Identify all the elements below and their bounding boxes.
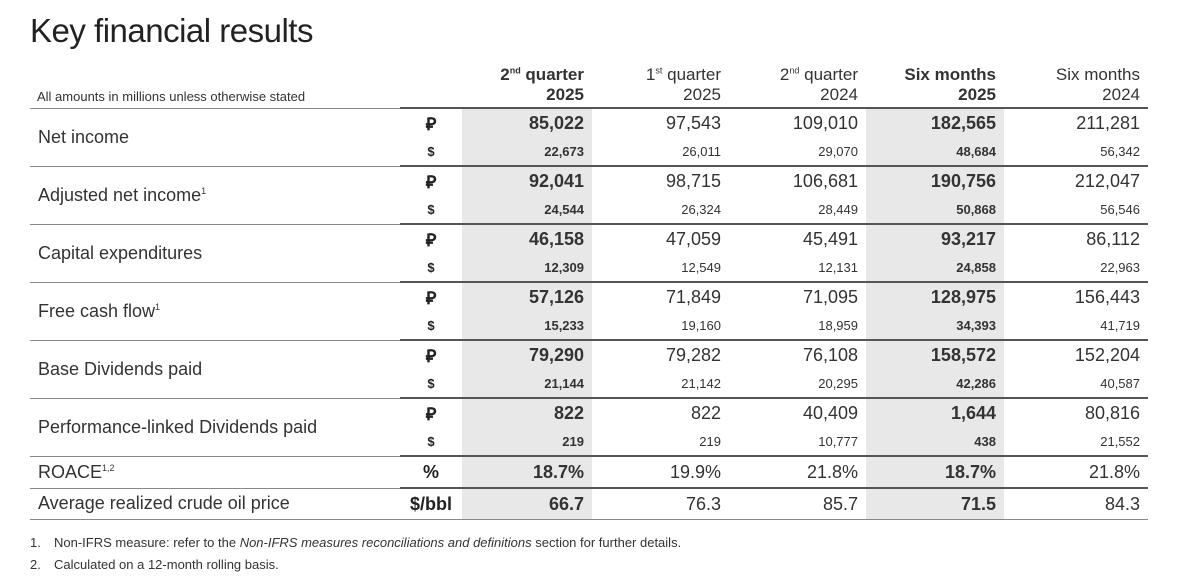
table-row [30, 166, 1148, 195]
value-cell: 97,543 [592, 108, 729, 137]
value-cell: 20,295 [818, 375, 858, 391]
value-cell: 57,126 [462, 282, 592, 311]
table-row [30, 340, 1148, 369]
row-label [30, 282, 400, 340]
row-label-text: Free cash flow [38, 300, 156, 321]
value-cell: 76,108 [729, 340, 866, 369]
value-cell: 47,059 [592, 224, 729, 253]
row-label-text: Base Dividends paid [38, 358, 203, 379]
unit-riyal: ⃁ [400, 282, 462, 311]
value-cell: 15,233 [462, 311, 592, 340]
row-label [30, 488, 400, 520]
value-cell: 109,010 [729, 108, 866, 137]
row-label-footnote: 1 [155, 301, 161, 312]
value-cell: 26,324 [681, 201, 721, 217]
table-row [30, 224, 1148, 253]
value-cell: 12,549 [681, 259, 721, 275]
row-label-text: Adjusted net income [38, 184, 202, 205]
table-row-roace [30, 456, 1148, 488]
value-cell: 18,959 [818, 317, 858, 333]
value-cell: 45,491 [729, 224, 866, 253]
unit-usd: $ [427, 433, 435, 449]
financial-results-table [30, 61, 1148, 520]
row-label [30, 224, 400, 282]
page-title: Key financial results [30, 12, 313, 49]
unit-riyal: ⃁ [400, 340, 462, 369]
footnote-2: 2. Calculated on a 12-month rolling basis. [30, 557, 279, 572]
unit-usd: $ [427, 317, 435, 333]
value-cell: 190,756 [866, 166, 1004, 195]
value-cell: 438 [866, 427, 1004, 456]
row-label-text: Average realized crude oil price [38, 493, 290, 514]
row-label-text: Net income [38, 126, 130, 147]
unit-riyal: ⃁ [400, 108, 462, 137]
value-cell: 12,309 [462, 253, 592, 282]
value-cell: 24,858 [866, 253, 1004, 282]
header-q1-2025: 1st quarter 2025 [592, 61, 729, 108]
value-cell: 21.8% [729, 456, 866, 488]
footnote-1: 1. Non-IFRS measure: refer to the Non-IFRS measures reconciliations and definitions section for further details. [30, 535, 682, 550]
value-cell: 98,715 [592, 166, 729, 195]
row-label [30, 166, 400, 224]
value-cell: 152,204 [1004, 340, 1148, 369]
value-cell: 219 [699, 433, 721, 449]
value-cell: 18.7% [462, 456, 592, 488]
value-cell: 84.3 [1004, 488, 1148, 520]
header-six-months-2024: Six months 2024 [1004, 61, 1148, 108]
value-cell: 56,546 [1100, 201, 1140, 217]
row-label-text: Performance-linked Dividends paid [38, 416, 318, 437]
value-cell: 158,572 [866, 340, 1004, 369]
unit-riyal: ⃁ [400, 398, 462, 427]
row-label-footnote: 1,2 [102, 462, 115, 473]
value-cell: 50,868 [866, 195, 1004, 224]
value-cell: 212,047 [1004, 166, 1148, 195]
header-q2-2024: 2nd quarter 2024 [729, 61, 866, 108]
header-q2-2025: 2nd quarter 2025 [462, 61, 592, 108]
value-cell: 12,131 [818, 259, 858, 275]
row-label-text: Capital expenditures [38, 242, 203, 263]
value-cell: 182,565 [866, 108, 1004, 137]
value-cell: 92,041 [462, 166, 592, 195]
value-cell: 56,342 [1100, 143, 1140, 159]
value-cell: 42,286 [866, 369, 1004, 398]
row-label [30, 398, 400, 456]
value-cell: 93,217 [866, 224, 1004, 253]
value-cell: 26,011 [682, 143, 721, 159]
value-cell: 211,281 [1004, 108, 1148, 137]
row-label-text: ROACE [38, 461, 103, 482]
table-row [30, 108, 1148, 137]
value-cell: 66.7 [462, 488, 592, 520]
units-note: All amounts in millions unless otherwise stated [37, 89, 306, 104]
footnotes [30, 532, 681, 576]
value-cell: 128,975 [866, 282, 1004, 311]
value-cell: 18.7% [866, 456, 1004, 488]
value-cell: 19.9% [592, 456, 729, 488]
value-cell: 71,095 [729, 282, 866, 311]
value-cell: 34,393 [866, 311, 1004, 340]
value-cell: 1,644 [866, 398, 1004, 427]
value-cell: 22,963 [1100, 259, 1140, 275]
value-cell: 106,681 [729, 166, 866, 195]
value-cell: 822 [592, 398, 729, 427]
value-cell: 85,022 [462, 108, 592, 137]
table-row-oil-price [30, 488, 1148, 520]
unit-usd: $ [427, 259, 435, 275]
value-cell: 29,070 [818, 143, 858, 159]
value-cell: 76.3 [592, 488, 729, 520]
unit-usd: $ [427, 143, 435, 159]
value-cell: 40,587 [1100, 375, 1140, 391]
unit-usd: $ [427, 375, 435, 391]
value-cell: 40,409 [729, 398, 866, 427]
header-label-cell [30, 61, 400, 108]
header-unit-cell [400, 61, 462, 108]
value-cell: 86,112 [1004, 224, 1148, 253]
unit-percent: % [400, 456, 462, 488]
row-label [30, 456, 400, 488]
value-cell: 21.8% [1004, 456, 1148, 488]
value-cell: 21,552 [1100, 433, 1140, 449]
value-cell: 79,282 [592, 340, 729, 369]
value-cell: 46,158 [462, 224, 592, 253]
row-label-footnote: 1 [201, 185, 207, 196]
unit-riyal: ⃁ [400, 166, 462, 195]
value-cell: 822 [462, 398, 592, 427]
row-label [30, 340, 400, 398]
row-label [30, 108, 400, 166]
unit-usd: $ [427, 201, 435, 217]
header-six-months-2025: Six months 2025 [866, 61, 1004, 108]
table-row [30, 398, 1148, 427]
value-cell: 24,544 [462, 195, 592, 224]
header-row [30, 61, 1148, 108]
value-cell: 71,849 [592, 282, 729, 311]
unit-per-bbl: $/bbl [400, 488, 462, 520]
table-row [30, 282, 1148, 311]
value-cell: 85.7 [729, 488, 866, 520]
value-cell: 41,719 [1100, 317, 1140, 333]
value-cell: 10,777 [818, 433, 858, 449]
value-cell: 21,144 [462, 369, 592, 398]
value-cell: 219 [462, 427, 592, 456]
unit-riyal: ⃁ [400, 224, 462, 253]
value-cell: 79,290 [462, 340, 592, 369]
value-cell: 28,449 [818, 201, 858, 217]
value-cell: 48,684 [866, 137, 1004, 166]
value-cell: 21,142 [681, 375, 721, 391]
value-cell: 156,443 [1004, 282, 1148, 311]
value-cell: 80,816 [1004, 398, 1148, 427]
value-cell: 71.5 [866, 488, 1004, 520]
value-cell: 22,673 [462, 137, 592, 166]
value-cell: 19,160 [681, 317, 721, 333]
